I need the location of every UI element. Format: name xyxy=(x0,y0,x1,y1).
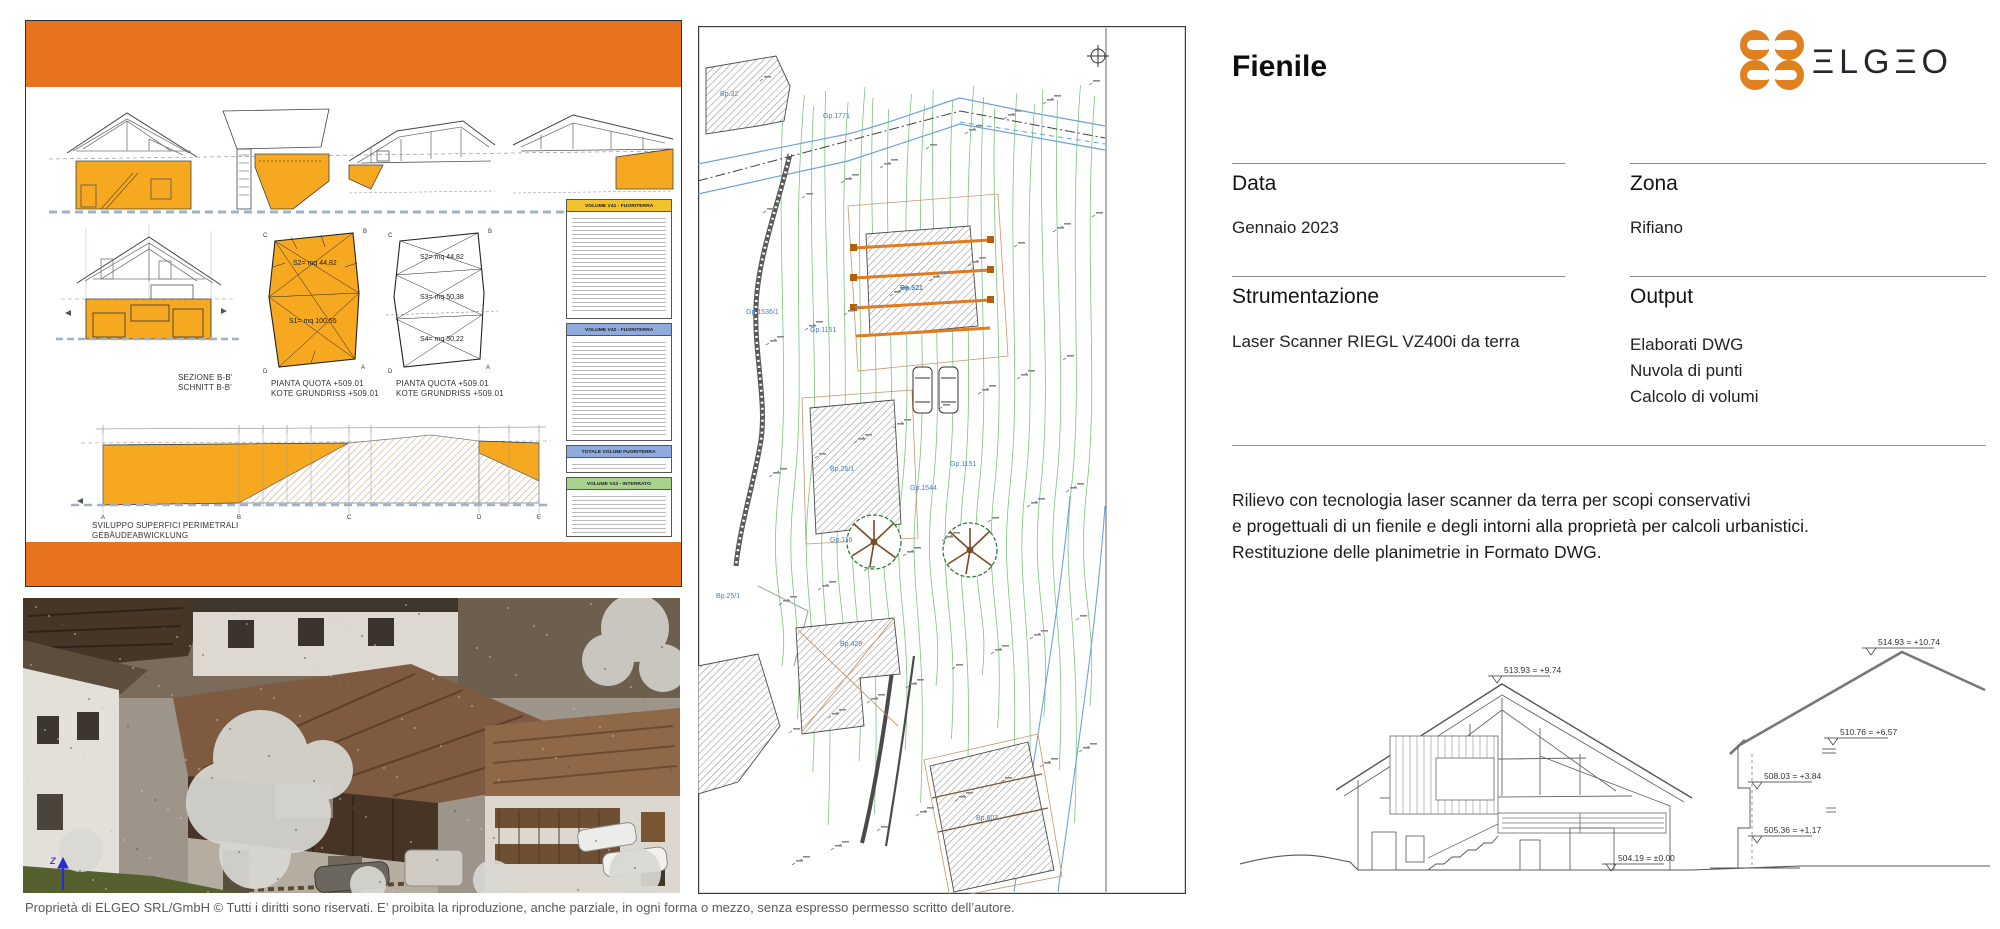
svg-text:E: E xyxy=(537,515,542,521)
volume-table-3 xyxy=(566,445,672,473)
volume-table-4-header: VOLUME V43 - INTERRATO xyxy=(567,478,671,490)
divider-strumentazione xyxy=(1232,276,1565,277)
copyright-text: Proprietà di ELGEO SRL/GmbH © Tutti i diritti sono riservati. E’ proibita la riproduzione, anche parziale, in ogni forma o mezzo, senza espresso permesso scritto dell’autore. xyxy=(25,900,1015,915)
svg-text:A: A xyxy=(361,365,366,371)
svg-text:513.93 = +9.74: 513.93 = +9.74 xyxy=(1504,665,1562,675)
strumentazione-label: Strumentazione xyxy=(1232,285,1380,308)
volume-table-2-rows xyxy=(572,339,666,435)
svg-text:Bp.521: Bp.521 xyxy=(900,285,923,292)
plan-orange-drawing xyxy=(261,223,373,375)
svg-text:Bp.429: Bp.429 xyxy=(840,641,863,648)
svg-text:Gp.1544: Gp.1544 xyxy=(910,485,937,492)
plan-outline-drawing xyxy=(386,223,498,375)
divider-full xyxy=(1232,445,1986,446)
svg-text:Gp.1151: Gp.1151 xyxy=(950,461,977,468)
output-value-3: Calcolo di volumi xyxy=(1630,387,1759,406)
volume-table-1 xyxy=(566,199,672,319)
strip-caption: SVILUPPO SUPERFICI PERIMETRALI GEBÄUDEABWICKLUNG xyxy=(92,521,239,540)
drawing-sheet-panel xyxy=(25,20,682,587)
project-description: Rilievo con tecnologia laser scanner da terra per scopi conservativi e progettuali di un fienile e degli intorni alla proprietà per calcoli urbanistici. Restituzione delle planimetrie in Formato DWG. xyxy=(1232,490,1809,562)
volume-table-2-header: VOLUME V42 - FUORITERRA xyxy=(567,324,671,336)
site-map-svg xyxy=(698,26,1186,894)
sezione-bb-drawing xyxy=(41,221,256,371)
svg-text:Bp.25/1: Bp.25/1 xyxy=(716,593,741,600)
svg-text:S3= mq 50,38: S3= mq 50,38 xyxy=(420,294,464,301)
svg-text:510.76 = +6.57: 510.76 = +6.57 xyxy=(1840,727,1898,737)
elevation-drawing xyxy=(1240,628,1990,913)
svg-text:S2= mq 44,82: S2= mq 44,82 xyxy=(293,260,337,267)
zona-label: Zona xyxy=(1630,172,1678,195)
strumentazione-value: Laser Scanner RIEGL VZ400i da terra xyxy=(1232,332,1520,351)
volume-table-4-rows xyxy=(572,493,666,533)
volume-table-1-rows xyxy=(572,215,666,313)
svg-text:514.93 = +10.74: 514.93 = +10.74 xyxy=(1878,637,1940,647)
output-values xyxy=(1630,332,1759,410)
output-label: Output xyxy=(1630,285,1694,308)
svg-text:Gp.116: Gp.116 xyxy=(830,537,853,544)
plan1-caption: PIANTA QUOTA +509.01 KOTE GRUNDRISS +509.01 xyxy=(271,379,379,398)
sheet-top-orange-bar xyxy=(26,21,681,87)
divider-zona xyxy=(1630,163,1986,164)
data-value: Gennaio 2023 xyxy=(1232,218,1339,237)
svg-text:S1= mq 100,55: S1= mq 100,55 xyxy=(289,318,337,325)
svg-text:C: C xyxy=(263,233,268,239)
svg-text:Bp.32: Bp.32 xyxy=(720,91,739,98)
svg-text:C: C xyxy=(347,515,352,521)
plan2-caption: PIANTA QUOTA +509.01 KOTE GRUNDRISS +509.01 xyxy=(396,379,504,398)
output-value-2: Nuvola di punti xyxy=(1630,361,1743,380)
svg-text:z: z xyxy=(50,853,56,867)
data-label: Data xyxy=(1232,172,1277,195)
svg-text:Bp.26/1: Bp.26/1 xyxy=(830,466,855,473)
tree-symbol xyxy=(847,515,901,569)
page-title: Fienile xyxy=(1232,50,1328,83)
divider-output xyxy=(1630,276,1986,277)
sheet-bottom-orange-bar xyxy=(26,542,681,586)
svg-text:B: B xyxy=(488,229,493,235)
svg-text:A: A xyxy=(486,365,491,371)
svg-text:Gp.1536/1: Gp.1536/1 xyxy=(746,309,779,316)
tree-symbol xyxy=(943,523,997,577)
output-value-1: Elaborati DWG xyxy=(1630,335,1744,354)
volume-table-2 xyxy=(566,323,672,441)
svg-text:Gp.1771: Gp.1771 xyxy=(823,113,850,120)
elgeo-logo xyxy=(1738,28,1968,92)
svg-text:B: B xyxy=(237,515,242,521)
sezione-caption: SEZIONE B-B' SCHNITT B-B' xyxy=(178,373,233,392)
svg-text:Bp.602: Bp.602 xyxy=(976,815,999,822)
svg-text:D: D xyxy=(477,515,482,521)
svg-text:504.19 = ±0.00: 504.19 = ±0.00 xyxy=(1618,853,1675,863)
svg-text:S4= mq 50,22: S4= mq 50,22 xyxy=(420,336,464,343)
svg-text:B: B xyxy=(363,229,368,235)
svg-text:D: D xyxy=(263,369,268,375)
volume-table-3-rows xyxy=(572,461,666,469)
svg-text:Gp.1151: Gp.1151 xyxy=(810,327,837,334)
svg-text:505.36 = +1.17: 505.36 = +1.17 xyxy=(1764,825,1822,835)
svg-text:D: D xyxy=(388,369,393,375)
perimeter-strip-drawing xyxy=(41,417,561,521)
volume-table-1-header: VOLUME V41 - FUORITERRA xyxy=(567,200,671,212)
svg-text:A: A xyxy=(101,515,106,521)
zona-value: Rifiano xyxy=(1630,218,1683,237)
volume-table-4 xyxy=(566,477,672,537)
svg-text:508.03 = +3.84: 508.03 = +3.84 xyxy=(1764,771,1822,781)
svg-text:S2= mq 44,82: S2= mq 44,82 xyxy=(420,254,464,261)
point-cloud-photo xyxy=(23,598,680,893)
svg-text:C: C xyxy=(388,233,393,239)
divider-data xyxy=(1232,163,1565,164)
volume-table-3-header: TOTALE VOLUMI FUORITERRA xyxy=(567,446,671,458)
elgeo-logo-text: ΞLGΞO xyxy=(1812,43,1953,81)
